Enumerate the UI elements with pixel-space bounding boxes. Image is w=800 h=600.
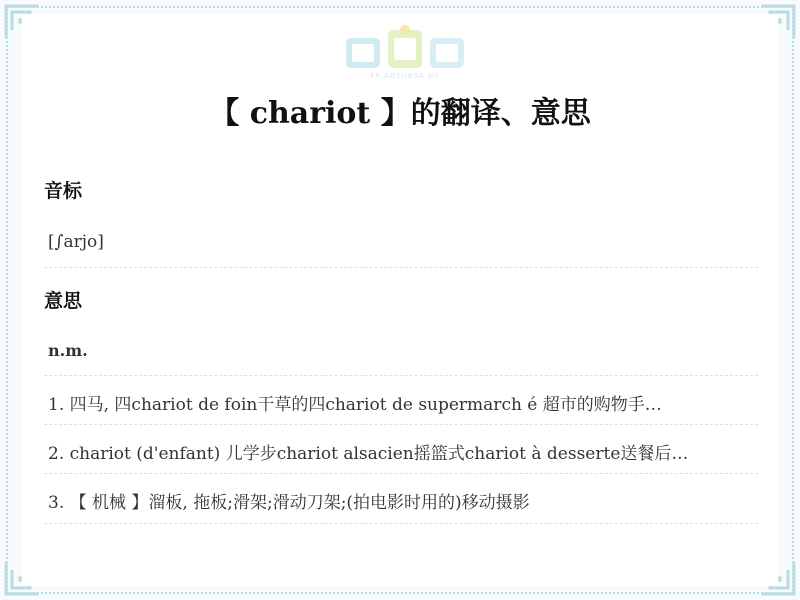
dictionary-card bbox=[22, 14, 778, 586]
phonetic-heading: 音标 bbox=[44, 180, 83, 202]
definition-item: 1. 四马, 四chariot de foin干草的四chariot de supermarch é 超市的购物手… bbox=[48, 395, 662, 415]
part-of-speech: n.m. bbox=[48, 341, 88, 360]
divider bbox=[44, 424, 758, 425]
divider bbox=[44, 473, 758, 474]
meaning-heading: 意思 bbox=[44, 290, 83, 312]
site-logo bbox=[344, 24, 466, 80]
divider bbox=[44, 375, 758, 376]
logo-icon bbox=[344, 24, 466, 72]
page-title: 【 chariot 】的翻译、意思 bbox=[209, 96, 591, 131]
divider bbox=[44, 523, 758, 524]
definition-item: 2. chariot (d'enfant) 儿学步chariot alsacien摇篮式chariot à desserte送餐后… bbox=[48, 444, 689, 464]
logo-subtitle: FR.ADSUBSA.NS bbox=[370, 72, 440, 80]
phonetic-text: [∫arjo] bbox=[48, 232, 104, 252]
definition-item: 3. 【 机械 】溜板, 拖板;滑架;滑动刀架;(拍电影时用的)移动摄影 bbox=[48, 493, 530, 513]
divider bbox=[44, 267, 758, 268]
